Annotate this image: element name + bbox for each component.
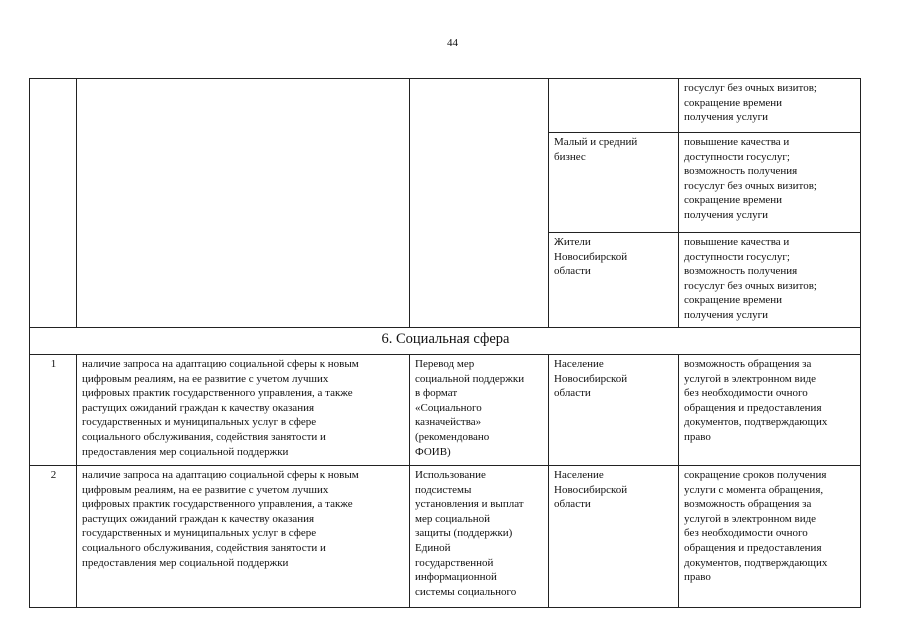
outcome-cell: сокращение сроков получения услуги с момента обращения, возможность обращения за услугой в электронном виде без необходимости очного обращения и предоставления документов, подтверждающих право <box>679 466 861 608</box>
continuation-solution-cell <box>410 79 549 328</box>
row-number: 1 <box>30 355 77 466</box>
request-cell: наличие запроса на адаптацию социальной сферы к новым цифровым реалиям, на ее развитие с учетом лучших цифровых практик государственного управления, а также растущих ожиданий граждан к качеству оказания государственных и муниципальных услуг в сфере социального обслуживания, содействия занятости и предоставления мер социальной поддержки <box>77 355 410 466</box>
continuation-audience-cell <box>549 79 679 133</box>
outcome-cell: госуслуг без очных визитов; сокращение времени получения услуги <box>679 79 861 133</box>
outcome-cell: повышение качества и доступности госуслуг; возможность получения госуслуг без очных визитов; сокращение времени получения услуги <box>679 133 861 233</box>
outcome-cell: повышение качества и доступности госуслуг; возможность получения госуслуг без очных визитов; сокращение времени получения услуги <box>679 233 861 328</box>
section-title: 6. Социальная сфера <box>30 328 861 355</box>
solution-cell: Использование подсистемы установления и выплат мер социальной защиты (поддержки) Единой государственной информационной системы социального <box>410 466 549 608</box>
outcome-cell: возможность обращения за услугой в электронном виде без необходимости очного обращения и предоставления документов, подтверждающих право <box>679 355 861 466</box>
audience-cell: Население Новосибирской области <box>549 466 679 608</box>
page-number: 44 <box>447 37 458 49</box>
continuation-num-cell <box>30 79 77 328</box>
table-row <box>30 79 861 133</box>
measures-table <box>29 78 861 608</box>
continuation-request-cell <box>77 79 410 328</box>
audience-cell: Малый и средний бизнес <box>549 133 679 233</box>
audience-cell: Жители Новосибирской области <box>549 233 679 328</box>
row-number: 2 <box>30 466 77 608</box>
table-row <box>30 355 861 466</box>
audience-cell: Население Новосибирской области <box>549 355 679 466</box>
solution-cell: Перевод мер социальной поддержки в формат «Социального казначейства» (рекомендовано ФОИВ) <box>410 355 549 466</box>
table-row <box>30 466 861 608</box>
request-cell: наличие запроса на адаптацию социальной сферы к новым цифровым реалиям, на ее развитие с учетом лучших цифровых практик государственного управления, а также растущих ожиданий граждан к качеству оказания государственных и муниципальных услуг в сфере социального обслуживания, содействия занятости и предоставления мер социальной поддержки <box>77 466 410 608</box>
section-row <box>30 328 861 355</box>
